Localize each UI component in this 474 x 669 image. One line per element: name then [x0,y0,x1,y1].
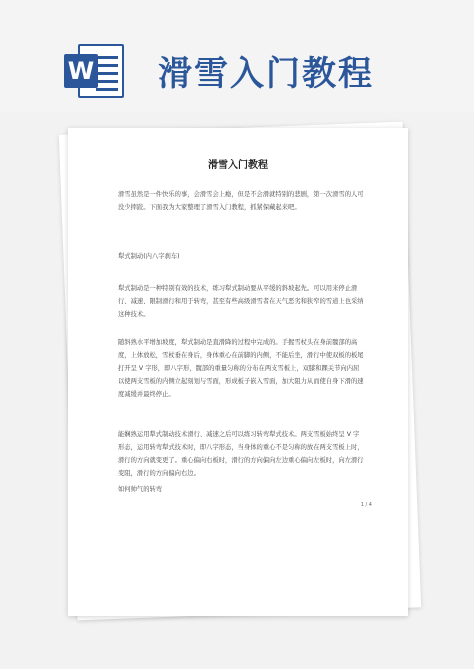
word-document-icon [64,40,126,102]
paragraph-plow-turn: 能娴熟运用犁式制动技术滑行、减速之后可以练习转弯犁式技术。两支雪板始终呈 V 字形态，运用转弯犁式技术时，即八字形态，当身体的重心不是匀称的放在两支雪板上时，滑行的方向就变更了。重心偏向右板时，滑行的方向偏向左边重心偏向左板时，向左滑行变阻，滑行的方向偏向右边。 [118,431,364,477]
paragraph-intro: 滑雪虽然是一件快乐的事，会滑雪会上瘾，但是不会滑就特别的悲剧，第一次滑雪的人可没少摔跤。下面我为大家整理了滑雪入门教程，抓紧保藏起来吧。 [118,191,364,211]
section-heading-turning: 如何帅气的转弯 [118,486,163,493]
document-title: 滑雪入门教程 [208,160,268,171]
section-heading-plow-brake: 犁式制动(内八字刹车) [118,253,180,260]
paragraph-plow-brake: 犁式制动是一种特别有效的技术，练习犁式制动要从平缓的斜坡起先。可以用来停止滑行、减速、限制滑行和用于转弯，甚至有些高级滑雪者在天气恶劣和狭窄的雪道上也采纳这种技术。 [118,285,364,318]
paragraph-plow-technique: 随斜熟水平增加坡度，犁式制动是直滑降的过程中完成的。手握雪杖头在身前髋部的高度，上体放松，雪杖垂在身后，身体重心在前脚的内侧，不能后坐，滑行中使双板的板尾打开呈 V 字形，即八字形，髋部的重量匀称的分布在两支雪板上，双膝和踝关节向内屈以使两支雪板的内侧立起刻划与雪面，形成板子嵌入雪面，加大阻力从而使自身下滑的速度减缓并最终停止。 [118,339,364,398]
page-number: 1 / 4 [360,502,372,508]
banner-title: 滑雪入门教程 [158,54,374,94]
document-page [68,128,408,616]
word-badge: W [64,54,98,88]
